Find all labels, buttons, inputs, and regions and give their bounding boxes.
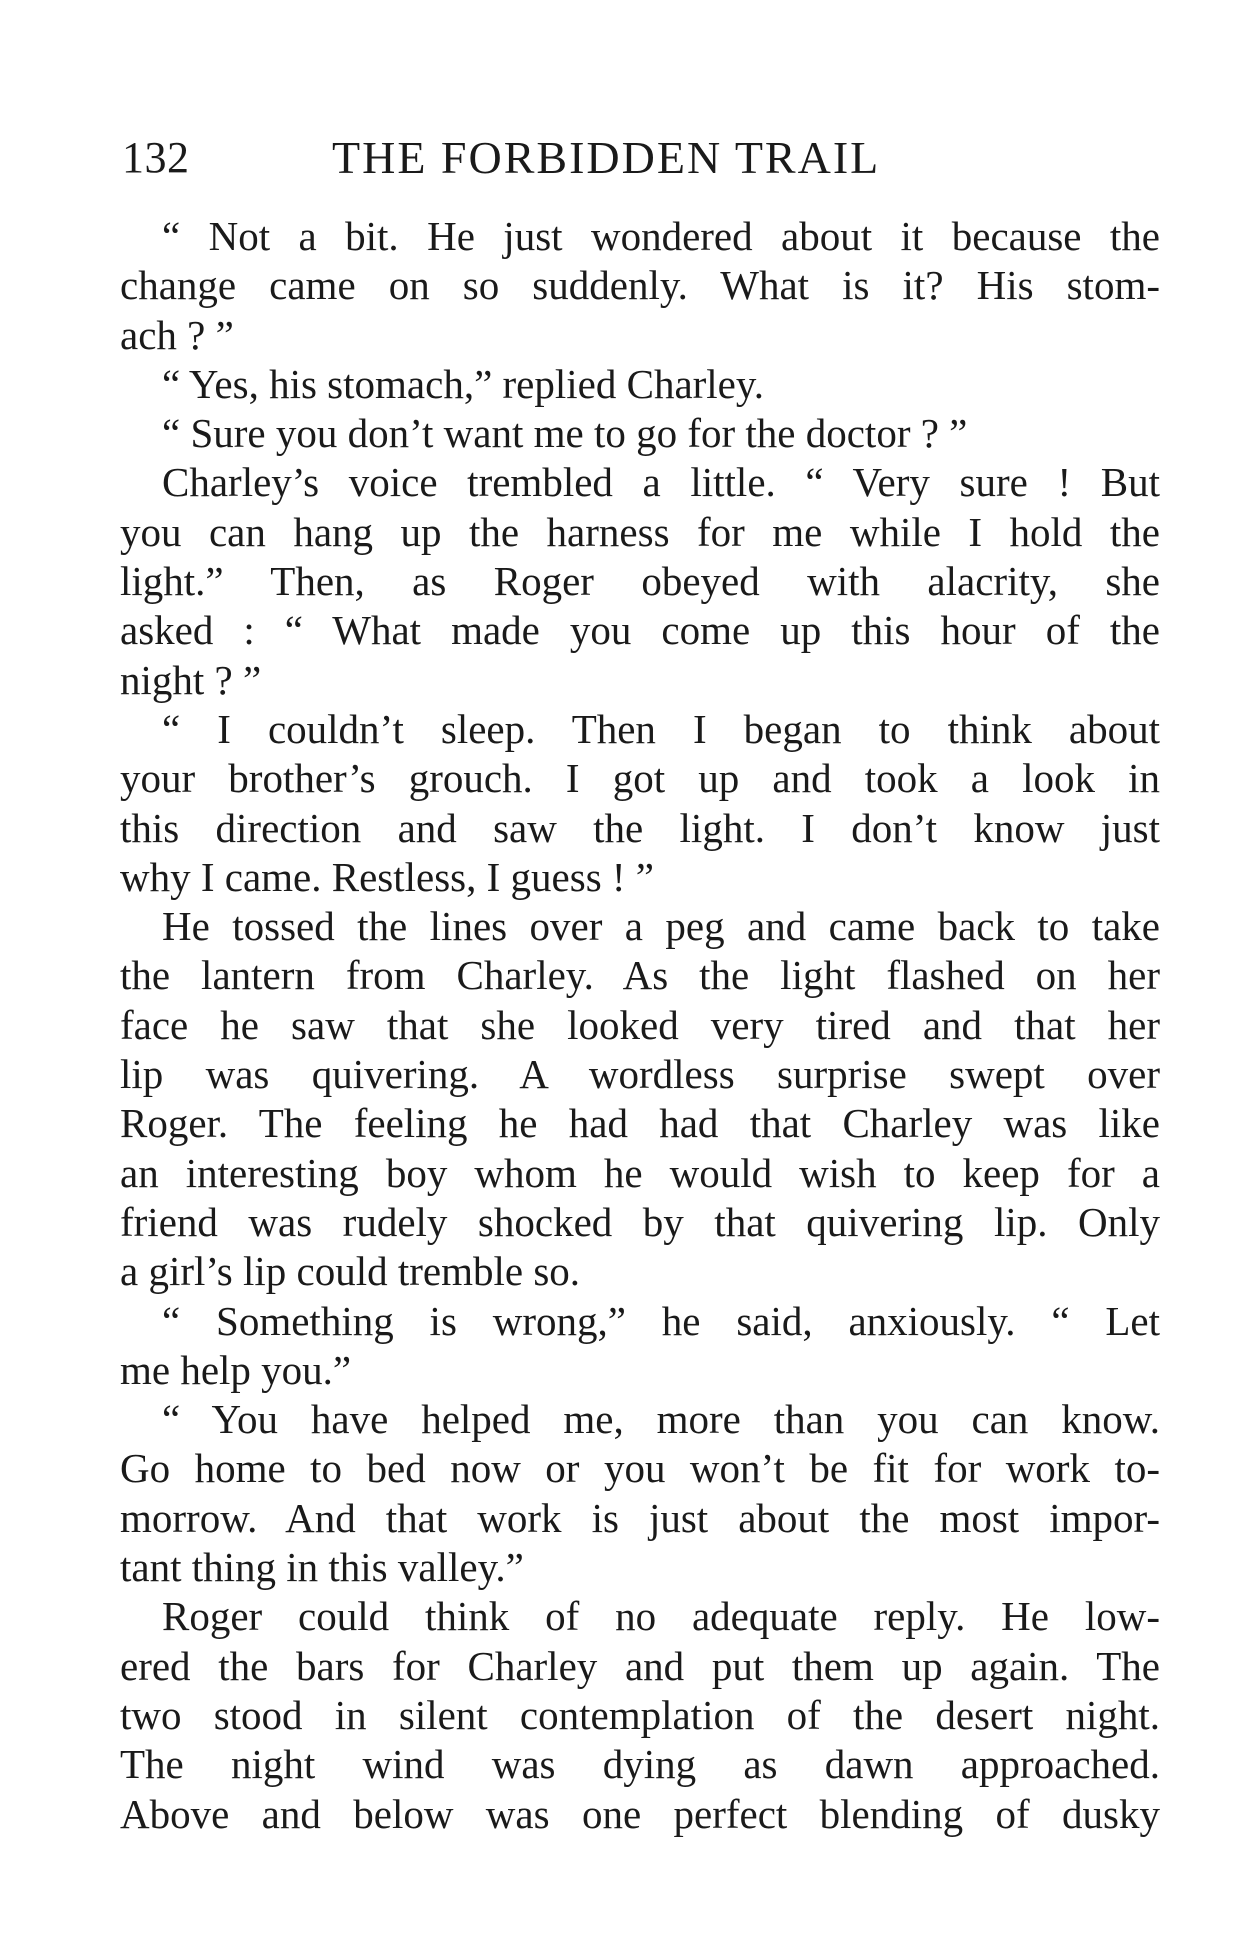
text-line: why I came. Restless, I guess ! ”	[120, 853, 655, 900]
text-line: your brother’s grouch. I got up and took a look in	[120, 755, 1160, 802]
text-line: night ? ”	[120, 656, 262, 703]
text-line: light.” Then, as Roger obeyed with alacrity, she	[120, 558, 1160, 605]
text-line: “ I couldn’t sleep. Then I began to think about	[162, 705, 1160, 752]
text-line: He tossed the lines over a peg and came back to take	[162, 903, 1160, 950]
text-line: a girl’s lip could tremble so.	[120, 1248, 581, 1295]
text-line: Above and below was one perfect blending of dusky	[120, 1790, 1160, 1837]
text-line: tant thing in this valley.”	[120, 1544, 524, 1591]
text-line: “ Not a bit. He just wondered about it because the	[162, 213, 1160, 259]
page-body	[120, 212, 1160, 1839]
text-line: asked : “ What made you come up this hour of the	[120, 607, 1160, 654]
page-number: 132	[122, 133, 190, 182]
page-header	[122, 128, 1162, 188]
text-line: this direction and saw the light. I don’t know just	[120, 804, 1160, 851]
text-line: change came on so suddenly. What is it? His stom-	[120, 262, 1160, 309]
text-line: Go home to bed now or you won’t be fit for work to-	[120, 1445, 1160, 1492]
text-line: morrow. And that work is just about the most impor-	[120, 1494, 1160, 1541]
text-line: “ Something is wrong,” he said, anxiously. “ Let	[162, 1297, 1160, 1344]
text-line: Charley’s voice trembled a little. “ Very sure ! But	[162, 459, 1160, 506]
running-title: THE FORBIDDEN TRAIL	[332, 132, 881, 183]
text-line: “ Yes, his stomach,” replied Charley.	[162, 360, 764, 407]
text-line: lip was quivering. A wordless surprise swept over	[120, 1051, 1160, 1098]
text-line: “ You have helped me, more than you can know.	[162, 1396, 1160, 1443]
text-line: you can hang up the harness for me while I hold the	[120, 508, 1160, 555]
text-line: two stood in silent contemplation of the desert night.	[120, 1691, 1160, 1738]
text-line: the lantern from Charley. As the light flashed on her	[120, 952, 1160, 999]
text-line: The night wind was dying as dawn approached.	[120, 1741, 1160, 1788]
text-line: friend was rudely shocked by that quivering lip. Only	[120, 1198, 1160, 1245]
text-line: face he saw that she looked very tired and that her	[120, 1001, 1160, 1048]
text-line: Roger could think of no adequate reply. He low-	[162, 1593, 1160, 1640]
text-line: ach ? ”	[120, 311, 234, 358]
text-line: me help you.”	[120, 1346, 352, 1393]
text-line: ered the bars for Charley and put them up again. The	[120, 1642, 1160, 1689]
text-line: Roger. The feeling he had had that Charley was like	[120, 1100, 1160, 1147]
text-line: “ Sure you don’t want me to go for the doctor ? ”	[162, 410, 968, 457]
text-line: an interesting boy whom he would wish to keep for a	[120, 1149, 1160, 1196]
